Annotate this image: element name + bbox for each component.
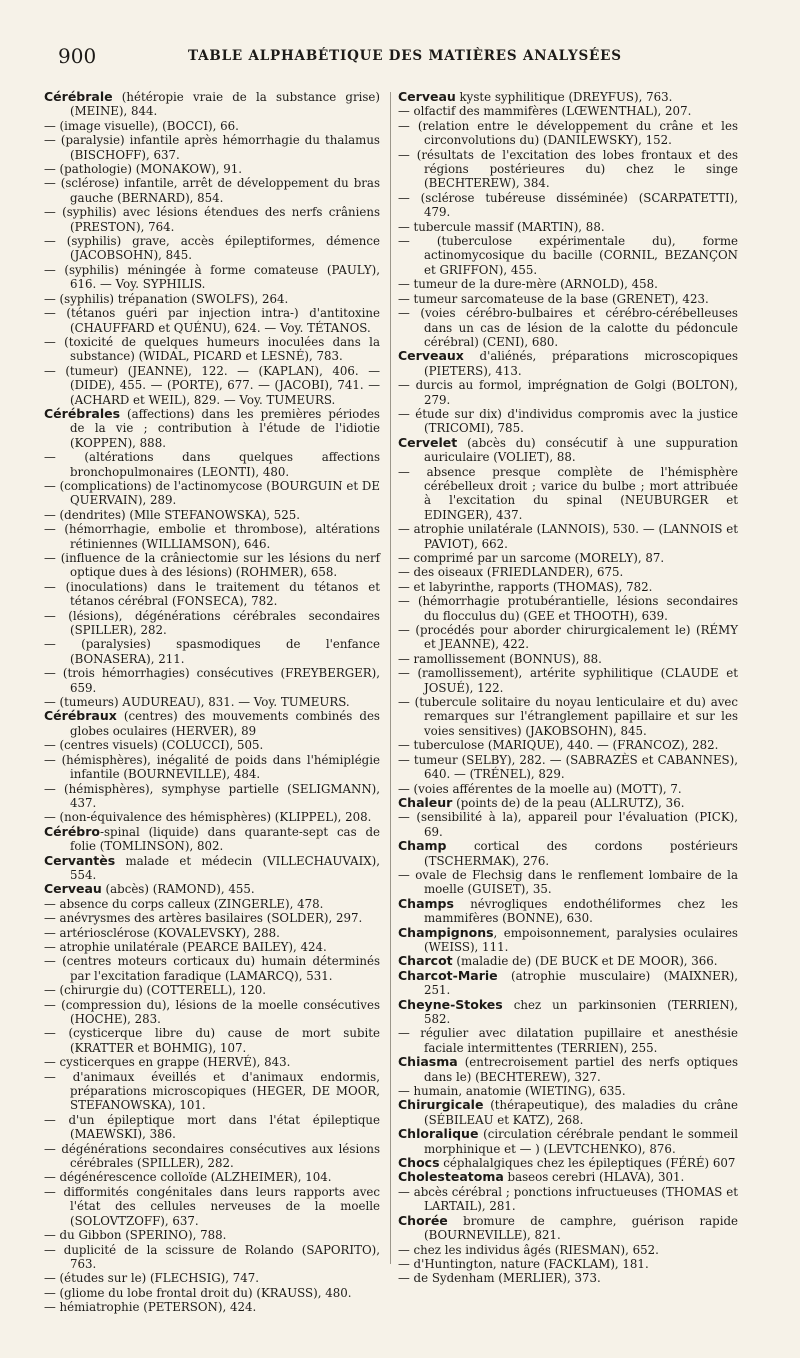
entry-text: — des oiseaux (FRIEDLANDER), 675.	[398, 565, 624, 580]
index-entry	[44, 450, 380, 479]
entry-text: — hémiatrophie (PETERSON), 424.	[44, 1300, 257, 1315]
entry-keyword: Chloralique	[398, 1126, 479, 1142]
index-entry	[398, 1055, 738, 1084]
index-entry	[398, 810, 738, 839]
entry-text: — olfactif des mammifères (LŒWENTHAL), 207.	[398, 104, 692, 119]
entry-text: — tuberculose (MARIQUE), 440. — (FRANCOZ), 282.	[398, 738, 719, 753]
index-entry	[44, 335, 380, 364]
index-entry	[44, 90, 380, 119]
entry-text: — (tuberculose expérimentale du), forme actinomycosique du bacille (CORNIL, BEZANÇON et GRIFFON), 455.	[398, 234, 738, 277]
entry-text: — (résultats de l'excitation des lobes frontaux et des régions postérieures du) chez le singe (BECHTEREW), 384.	[398, 147, 738, 191]
entry-text: — (tubercule solitaire du noyau lenticulaire et du) avec remarques sur l'étranglement papillaire et sur les voies sensitives) (JAKOBSOHN), 845.	[398, 695, 738, 738]
entry-text: — (altérations dans quelques affections bronchopulmonaires (LEONTI), 480.	[44, 450, 380, 479]
entry-text: — (hémisphères), symphyse partielle (SELIGMANN), 437.	[44, 781, 380, 810]
index-entry	[44, 609, 380, 638]
entry-text: — d'Huntington, nature (FACKLAM), 181.	[398, 1256, 649, 1271]
entry-text: (points de) de la peau (ALLRUTZ), 36.	[452, 795, 685, 810]
entry-text: — (complications) de l'actinomycose (BOURGUIN et DE QUERVAIN), 289.	[44, 478, 380, 508]
entry-keyword: Champs	[398, 895, 454, 911]
index-entry	[44, 882, 380, 896]
entry-text: — (inoculations) dans le traitement du tétanos et tétanos cérébral (FONSECA), 782.	[44, 579, 380, 609]
page-header	[58, 44, 764, 76]
index-entry	[398, 1257, 738, 1271]
index-entry	[44, 825, 380, 854]
index-entry	[398, 349, 738, 378]
entry-text: — (hémorrhagie protubérantielle, lésions secondaires du flocculus du) (GEE et THOOTH), 639.	[398, 594, 738, 623]
index-entry	[398, 565, 738, 579]
index-entry	[44, 854, 380, 883]
entry-keyword: Cheyne-Stokes	[398, 996, 503, 1012]
entry-text: — humain, anatomie (WIETING), 635.	[398, 1084, 626, 1099]
index-entry	[44, 551, 380, 580]
index-entry	[398, 1026, 738, 1055]
entry-text: -spinal (liquide) dans quarante-sept cas de folie (TOMLINSON), 802.	[70, 824, 380, 854]
entry-text: — (voies cérébro-bulbaires et cérébro-cérébelleuses dans un cas de lésion de la calotte du pédoncule cérébral) (CENI), 680.	[398, 306, 738, 349]
entry-text: (atrophie musculaire) (MAIXNER), 251.	[424, 968, 738, 998]
entry-text: bromure de camphre, guérison rapide (BOURNEVILLE), 821.	[424, 1213, 738, 1243]
entry-keyword: Cerveau	[44, 881, 102, 897]
entry-text: — (hémorrhagie, embolie et thrombose), altérations rétiniennes (WILLIAMSON), 646.	[44, 522, 380, 551]
index-entry	[398, 1156, 738, 1170]
entry-text: — de Sydenham (MERLIER), 373.	[398, 1271, 601, 1286]
left-column	[44, 90, 380, 1315]
entry-text: — durcis au formol, imprégnation de Golgi (BOLTON), 279.	[398, 378, 738, 407]
entry-text: — chez les individus âgés (RIESMAN), 652.	[398, 1242, 659, 1257]
index-entry	[398, 220, 738, 234]
index-entry	[44, 133, 380, 162]
index-entry	[44, 1286, 380, 1300]
entry-text: — (centres moteurs corticaux du) humain déterminés par l'excitation faradique (LAMARCQ), 531.	[44, 954, 380, 983]
index-entry	[398, 1170, 738, 1184]
index-entry	[398, 782, 738, 796]
index-entry	[398, 90, 738, 104]
index-entry	[398, 306, 738, 349]
entry-text: — (relation entre le développement du crâne et les circonvolutions du) (DANILEWSKY), 152.	[398, 118, 738, 148]
index-entry	[398, 1214, 738, 1243]
entry-text: — (hémisphères), inégalité de poids dans l'hémiplégie infantile (BOURNEVILLE), 484.	[44, 752, 380, 782]
entry-text: — (compression du), lésions de la moelle consécutives (HOCHE), 283.	[44, 997, 380, 1026]
index-entry	[398, 998, 738, 1027]
entry-text: — comprimé par un sarcome (MORELY), 87.	[398, 551, 665, 565]
index-entry	[44, 234, 380, 263]
index-entry	[398, 551, 738, 565]
entry-text: — tumeur (SELBY), 282. — (SABRAZÈS et CABANNES), 640. — (TRÉNEL), 829.	[398, 752, 738, 782]
column-divider	[390, 92, 391, 1264]
entry-text: d'aliénés, préparations microscopiques (PIETERS), 413.	[424, 349, 738, 378]
entry-keyword: Chorée	[398, 1212, 448, 1228]
index-entry	[44, 1170, 380, 1184]
entry-text: — tubercule massif (MARTIN), 88.	[398, 219, 605, 234]
entry-keyword: Chaleur	[398, 794, 453, 810]
index-entry	[398, 1271, 738, 1285]
entry-text: (thérapeutique), des maladies du crâne (SÉBILEAU et KATZ), 268.	[424, 1098, 738, 1127]
index-entry	[398, 868, 738, 897]
index-entry	[44, 1070, 380, 1113]
entry-text: — (syphilis) méningée à forme comateuse (PAULY), 616. — Voy. SYPHILIS.	[44, 262, 380, 292]
entry-keyword: Chirurgicale	[398, 1097, 484, 1113]
index-entry	[398, 1127, 738, 1156]
entry-keyword: Cervelet	[398, 434, 458, 450]
entry-text: (entrecroisement partiel des nerfs optiques dans le) (BECHTEREW), 327.	[424, 1055, 738, 1084]
index-entry	[398, 926, 738, 955]
entry-text: cortical des cordons postérieurs (TSCHERMAK), 276.	[424, 839, 738, 868]
entry-text: — (cysticerque libre du) cause de mort subite (KRATTER et BOHMIG), 107.	[44, 1026, 380, 1055]
index-entry	[398, 1243, 738, 1257]
entry-text: , empoisonnement, paralysies oculaires (WEISS), 111.	[424, 925, 738, 954]
entry-text: — étude sur dix) d'individus compromis avec la justice (TRICOMI), 785.	[398, 406, 738, 436]
index-entry	[44, 364, 380, 407]
index-entry	[44, 205, 380, 234]
entry-text: — (paralysie) infantile après hémorrhagie du thalamus (BISCHOFF), 637.	[44, 133, 380, 162]
entry-text: — absence du corps calleux (ZINGERLE), 478.	[44, 896, 324, 911]
index-entry	[44, 292, 380, 306]
entry-text: malade et médecin (VILLECHAUVAIX), 554.	[70, 853, 380, 882]
entry-text: — du Gibbon (SPERINO), 788.	[44, 1228, 227, 1243]
index-entry	[398, 623, 738, 652]
entry-text: — (gliome du lobe frontal droit du) (KRAUSS), 480.	[44, 1285, 352, 1300]
entry-text: — cysticerques en grappe (HERVÉ), 843.	[44, 1055, 291, 1070]
index-entry	[44, 1142, 380, 1171]
index-entry	[44, 695, 380, 709]
index-entry	[44, 119, 380, 133]
index-entry	[398, 738, 738, 752]
entry-keyword: Cérébraux	[44, 708, 117, 724]
entry-text: — anévrysmes des artères basilaires (SOLDER), 297.	[44, 911, 363, 926]
entry-text: — (influence de la crâniectomie sur les lésions du nerf optique dues à des lésions) (ROHMER), 658.	[44, 551, 380, 580]
index-entry	[44, 1185, 380, 1228]
entry-text: — atrophie unilatérale (PEARCE BAILEY), 424.	[44, 939, 327, 954]
index-entry	[44, 407, 380, 450]
index-entry	[44, 897, 380, 911]
entry-keyword: Cholesteatoma	[398, 1169, 504, 1185]
entry-text: (hétéropie vraie de la substance grise) (MEINE), 844.	[70, 90, 380, 119]
entry-text: — (pathologie) (MONAKOW), 91.	[44, 162, 243, 177]
entry-text: — (sclérose tubéreuse disséminée) (SCARPATETTI), 479.	[398, 190, 738, 220]
index-entry	[398, 839, 738, 868]
index-entry	[44, 263, 380, 292]
entry-text: — dégénérations secondaires consécutives aux lésions cérébrales (SPILLER), 282.	[44, 1141, 380, 1171]
entry-text: — duplicité de la scissure de Rolando (SAPORITO), 763.	[44, 1242, 380, 1271]
index-entry	[44, 810, 380, 824]
index-entry	[44, 1228, 380, 1242]
index-entry	[44, 162, 380, 176]
page-number: 900	[58, 44, 97, 68]
entry-keyword: Cerveau	[398, 89, 456, 104]
index-entry	[398, 897, 738, 926]
entry-text: — absence presque complète de l'hémisphère cérébelleux droit ; varice du bulbe ; mort attribuée à l'excitation du spinal (NEUBURGER et EDINGER), 437.	[398, 464, 738, 522]
index-entry	[398, 234, 738, 277]
index-entry	[44, 983, 380, 997]
entry-text: — (chirurgie du) (COTTERELL), 120.	[44, 983, 266, 998]
index-entry	[398, 652, 738, 666]
entry-text: baseos cerebri (HLAVA), 301.	[503, 1170, 685, 1185]
entry-text: kyste syphilitique (DREYFUS), 763.	[455, 90, 673, 104]
entry-text: — (études sur le) (FLECHSIG), 747.	[44, 1271, 260, 1286]
index-entry	[398, 666, 738, 695]
entry-text: — d'un épileptique mort dans l'état épileptique (MAEWSKI), 386.	[44, 1112, 380, 1142]
running-title: TABLE ALPHABÉTIQUE DES MATIÈRES ANALYSÉES	[188, 48, 622, 64]
index-entry	[44, 753, 380, 782]
entry-text: — (sclérose) infantile, arrêt de développement du bras gauche (BERNARD), 854.	[44, 176, 380, 205]
index-entry	[44, 1300, 380, 1314]
entry-text: — (non-équivalence des hémisphères) (KLIPPEL), 208.	[44, 810, 372, 825]
entry-keyword: Chocs	[398, 1155, 440, 1171]
entry-text: (maladie de) (DE BUCK et DE MOOR), 366.	[452, 954, 718, 969]
entry-text: — (tétanos guéri par injection intra-) d'antitoxine (CHAUFFARD et QUÉNU), 624. — Voy. TÉTANOS.	[44, 306, 380, 335]
entry-text: — (toxicité de quelques humeurs inoculées dans la substance) (WIDAL, PICARD et LESNÉ), 783.	[44, 334, 380, 364]
index-entry	[44, 911, 380, 925]
index-entry	[44, 1113, 380, 1142]
index-entry	[398, 148, 738, 191]
entry-text: — (tumeurs) AUDUREAU), 831. — Voy. TUMEURS.	[44, 695, 350, 710]
entry-text: — ovale de Flechsig dans le renflement lombaire de la moelle (GUISET), 35.	[398, 867, 738, 897]
entry-text: névrogliques endothéliformes chez les mammifères (BONNE), 630.	[424, 896, 738, 926]
index-entry	[44, 479, 380, 508]
index-entry	[44, 940, 380, 954]
entry-text: — (syphilis) avec lésions étendues des nerfs crâniens (PRESTON), 764.	[44, 205, 380, 234]
index-entry	[398, 1084, 738, 1098]
entry-text: — (paralysies) spasmodiques de l'enfance (BONASERA), 211.	[44, 637, 380, 666]
entry-text: — difformités congénitales dans leurs rapports avec l'état des cellules nerveuses de la moelle (SOLOVTZOFF), 637.	[44, 1184, 380, 1228]
index-entry	[398, 580, 738, 594]
entry-keyword: Cérébrales	[44, 405, 121, 421]
index-entry	[398, 465, 738, 523]
entry-text: — (dendrites) (Mlle STEFANOWSKA), 525.	[44, 507, 300, 522]
entry-text: chez un parkinsonien (TERRIEN), 582.	[424, 997, 738, 1026]
index-entry	[398, 695, 738, 738]
index-entry	[44, 1026, 380, 1055]
index-entry	[398, 292, 738, 306]
index-entry	[44, 738, 380, 752]
index-entry	[44, 954, 380, 983]
entry-keyword: Cérébrale	[44, 89, 113, 104]
right-column	[398, 90, 738, 1286]
entry-keyword: Cervantès	[44, 852, 116, 868]
entry-text: — (trois hémorrhagies) consécutives (FREYBERGER), 659.	[44, 666, 380, 695]
entry-text: céphalalgiques chez les épileptiques (FÉRÉ) 607	[439, 1156, 736, 1171]
entry-keyword: Champignons	[398, 924, 494, 940]
index-entry	[398, 1098, 738, 1127]
entry-text: — (sensibilité à la), appareil pour l'évaluation (PICK), 69.	[398, 810, 738, 839]
entry-text: — (voies afférentes de la moelle au) (MOTT), 7.	[398, 781, 682, 796]
index-entry	[44, 1243, 380, 1272]
entry-keyword: Cérébro	[44, 823, 100, 839]
index-entry	[44, 709, 380, 738]
index-entry	[44, 580, 380, 609]
entry-text: — dégénérescence colloïde (ALZHEIMER), 104.	[44, 1170, 332, 1185]
index-entry	[398, 191, 738, 220]
entry-text: — artériosclérose (KOVALEVSKY), 288.	[44, 925, 280, 940]
entry-text: — d'animaux éveillés et d'animaux endormis, préparations microscopiques (HEGER, DE MOOR, STEFANOWSKA), 101.	[44, 1069, 380, 1113]
index-entry	[398, 407, 738, 436]
entry-text: — abcès cérébral ; ponctions infructueuses (THOMAS et LARTAIL), 281.	[398, 1184, 738, 1214]
entry-text: — et labyrinthe, rapports (THOMAS), 782.	[398, 579, 653, 594]
entry-text: — ramollissement (BONNUS), 88.	[398, 651, 602, 666]
index-entry	[44, 508, 380, 522]
index-entry	[398, 522, 738, 551]
index-entry	[44, 782, 380, 811]
index-entry	[398, 594, 738, 623]
entry-text: (centres) des mouvements combinés des globes oculaires (HERVER), 89	[70, 709, 380, 738]
index-entry	[398, 378, 738, 407]
entry-text: — régulier avec dilatation pupillaire et anesthésie faciale intermittentes (TERRIEN), 255.	[398, 1026, 738, 1055]
entry-text: — (syphilis) grave, accès épileptiformes, démence (JACOBSOHN), 845.	[44, 234, 380, 263]
index-entry	[398, 436, 738, 465]
entry-text: — tumeur de la dure-mère (ARNOLD), 458.	[398, 277, 658, 292]
entry-text: — (ramollissement), artérite syphilitique (CLAUDE et JOSUÉ), 122.	[398, 666, 738, 695]
entry-text: (circulation cérébrale pendant le sommeil morphinique et — ) (LEVTCHENKO), 876.	[424, 1127, 738, 1156]
entry-text: — (centres visuels) (COLUCCI), 505.	[44, 738, 264, 753]
entry-keyword: Chiasma	[398, 1054, 458, 1070]
index-entry	[398, 119, 738, 148]
index-entry	[44, 522, 380, 551]
index-entry	[398, 969, 738, 998]
index-entry	[398, 954, 738, 968]
entry-keyword: Charcot	[398, 953, 453, 969]
index-entry	[44, 1055, 380, 1069]
entry-text: — (tumeur) (JEANNE), 122. — (KAPLAN), 406. — (DIDE), 455. — (PORTE), 677. — (JACOBI), 741. — (ACHARD et WEIL), 829. — Voy. TUMEURS.	[44, 363, 380, 407]
index-entry	[398, 753, 738, 782]
entry-keyword: Charcot-Marie	[398, 967, 498, 983]
entry-text: (affections) dans les premières périodes de la vie ; contribution à l'étude de l'idiotie (KOPPEN), 888.	[70, 406, 380, 450]
index-entry	[44, 176, 380, 205]
index-entry	[44, 306, 380, 335]
index-entry	[44, 1271, 380, 1285]
index-entry	[44, 666, 380, 695]
entry-keyword: Champ	[398, 838, 447, 854]
entry-text: — (procédés pour aborder chirurgicalement le) (RÉMY et JEANNE), 422.	[398, 623, 738, 652]
entry-text: — (syphilis) trépanation (SWOLFS), 264.	[44, 291, 289, 306]
index-entry	[44, 998, 380, 1027]
entry-text: — tumeur sarcomateuse de la base (GRENET), 423.	[398, 291, 709, 306]
index-entry	[44, 637, 380, 666]
index-entry	[398, 104, 738, 118]
entry-text: (abcès du) consécutif à une suppuration auriculaire (VOLIET), 88.	[424, 435, 738, 465]
index-entry	[398, 277, 738, 291]
entry-text: — (image visuelle), (BOCCI), 66.	[44, 118, 239, 133]
index-entry	[398, 1185, 738, 1214]
entry-keyword: Cerveaux	[398, 348, 464, 364]
entry-text: (abcès) (RAMOND), 455.	[101, 882, 255, 897]
index-entry	[44, 926, 380, 940]
index-entry	[398, 796, 738, 810]
entry-text: — (lésions), dégénérations cérébrales secondaires (SPILLER), 282.	[44, 608, 380, 638]
entry-text: — atrophie unilatérale (LANNOIS), 530. — (LANNOIS et PAVIOT), 662.	[398, 522, 738, 551]
